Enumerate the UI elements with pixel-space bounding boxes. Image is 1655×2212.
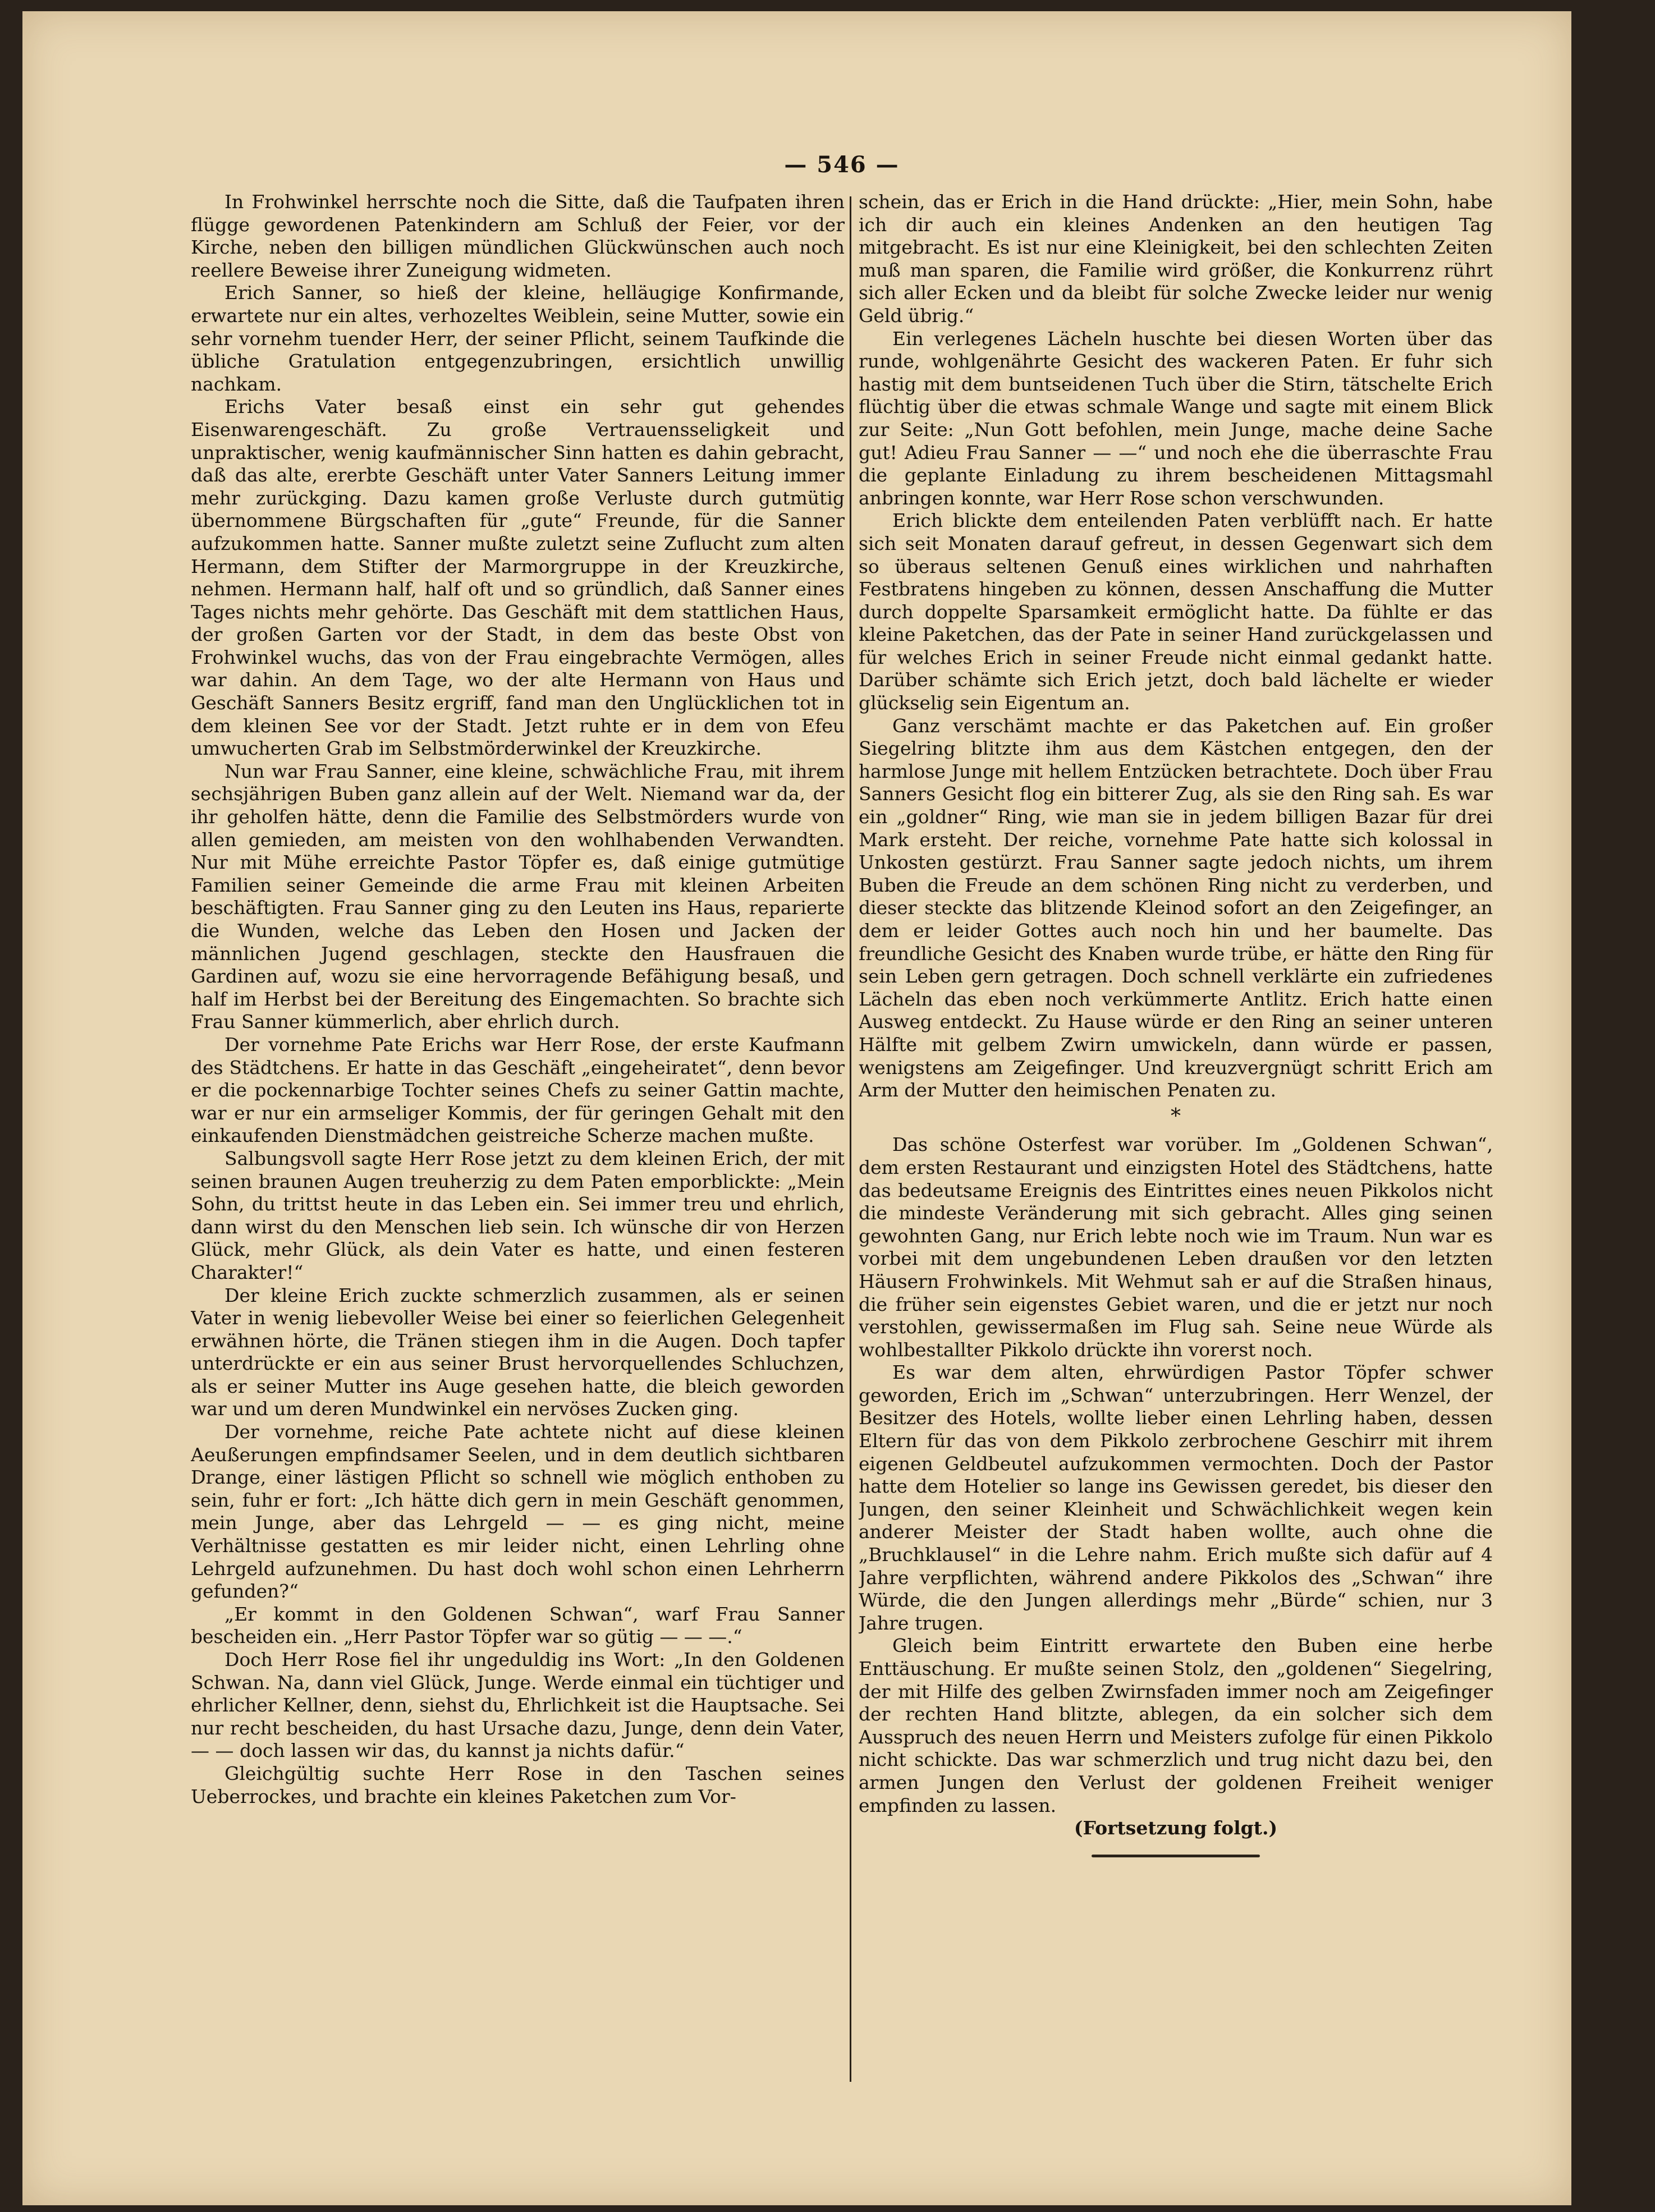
column-divider — [850, 196, 851, 2082]
paragraph: Erichs Vater besaß einst ein sehr gut gehendes Eisenwarengeschäft. Zu große Vertrauensseligkeit und unpraktischer, wenig kaufmännischer Sinn hatten es dahin gebracht, daß das alte, ererbte Geschäft unter Vater Sanners Leitung immer mehr zurückging. Dazu kamen große Verluste durch gutmütig übernommene Bürgschaften für „gute“ Freunde, für die Sanner aufzukommen hatte. Sanner mußte zuletzt seine Zuflucht zum alten Hermann, dem Stifter der Marmorgruppe in der Kreuzkirche, nehmen. Hermann half, half oft und so gründlich, daß Sanner eines Tages nichts mehr gehörte. Das Geschäft mit dem stattlichen Haus, der großen Garten vor der Stadt, in dem das beste Obst von Frohwinkel wuchs, das von der Frau eingebrachte Vermögen, alles war dahin. An dem Tage, wo der alte Hermann von Haus und Geschäft Sanners Besitz ergriff, fand man den Unglücklichen tot in dem kleinen See vor der Stadt. Jetzt ruhte er in dem von Efeu umwucherten Grab im Selbstmörderwinkel der Kreuzkirche. — [191, 396, 845, 760]
right-column — [859, 191, 1493, 2031]
paragraph: Der vornehme Pate Erichs war Herr Rose, der erste Kaufmann des Städtchens. Er hatte in das Geschäft „eingeheiratet“, denn bevor er die pockennarbige Tochter seines Chefs zu seiner Gattin machte, war er nur ein armseliger Kommis, der für geringen Gehalt mit den einkaufenden Dienstmädchen geistreiche Scherze machen mußte. — [191, 1033, 845, 1147]
paragraph: Erich blickte dem enteilenden Paten verblüfft nach. Er hatte sich seit Monaten darauf gefreut, in dessen Gegenwart sich dem so überaus seltenen Genuß eines wirklichen und nahrhaften Festbratens hingeben zu können, dessen Anschaffung die Mutter durch doppelte Sparsamkeit ermöglicht hatte. Da fühlte er das kleine Paketchen, das der Pate in seiner Hand zurückgelassen und für welches Erich in seiner Freude nicht einmal gedankt hatte. Darüber schämte sich Erich jetzt, doch bald lächelte er wieder glückselig sein Eigentum an. — [859, 510, 1493, 714]
paragraph: Es war dem alten, ehrwürdigen Pastor Töpfer schwer geworden, Erich im „Schwan“ unterzubringen. Herr Wenzel, der Besitzer des Hotels, wollte lieber einen Lehrling haben, dessen Eltern für das von dem Pikkolo zerbrochene Geschirr mit ihrem eigenen Geldbeutel aufzukommen vermochten. Doch der Pastor hatte dem Hotelier so lange ins Gewissen geredet, bis dieser den Jungen, den seiner Kleinheit und Schwächlichkeit wegen kein anderer Meister der Stadt haben wollte, auch ohne die „Bruchklausel“ in die Lehre nahm. Erich mußte sich dafür auf 4 Jahre verpflichten, während andere Pikkolos des „Schwan“ ihre Würde, die den Jungen allerdings mehr „Bürde“ schien, nur 3 Jahre trugen. — [859, 1361, 1493, 1634]
paragraph: Gleichgültig suchte Herr Rose in den Taschen seines Ueberrockes, und brachte ein kleines Paketchen zum Vor- — [191, 1762, 845, 1807]
paragraph: Ein verlegenes Lächeln huschte bei diesen Worten über das runde, wohlgenährte Gesicht des wackeren Paten. Er fuhr sich hastig mit dem buntseidenen Tuch über die Stirn, tätschelte Erich flüchtig über die etwas schmale Wange und sagte mit einem Blick zur Seite: „Nun Gott befohlen, mein Junge, mache deine Sache gut! Adieu Frau Sanner — —“ und noch ehe die überraschte Frau die geplante Einladung zu ihrem bescheidenen Mittagsmahl anbringen konnte, war Herr Rose schon verschwunden. — [859, 327, 1493, 509]
paragraph: Der kleine Erich zuckte schmerzlich zusammen, als er seinen Vater in wenig liebevoller Weise bei einer so feierlichen Gelegenheit erwähnen hörte, die Tränen stiegen ihm in die Augen. Doch tapfer unterdrückte er ein aus seiner Brust hervorquellendes Schluchzen, als er seiner Mutter ins Auge gesehen hatte, die bleich geworden war und um deren Mundwinkel ein nervöses Zucken ging. — [191, 1284, 845, 1420]
paragraph: Erich Sanner, so hieß der kleine, helläugige Konfirmande, erwartete nur ein altes, verhozeltes Weiblein, seine Mutter, sowie ein sehr vornehm tuender Herr, der seiner Pflicht, seinem Taufkinde die übliche Gratulation entgegenzubringen, ersichtlich unwillig nachkam. — [191, 282, 845, 395]
paragraph: Der vornehme, reiche Pate achtete nicht auf diese kleinen Aeußerungen empfindsamer Seelen, und in dem deutlich sichtbaren Drange, einer lästigen Pflicht so schnell wie möglich enthoben zu sein, fuhr er fort: „Ich hätte dich gern in mein Geschäft genommen, mein Junge, aber das Lehrgeld — — es ging nicht, meine Verhältnisse gestatten es mir leider nicht, einen Lehrling ohne Lehrgeld aufzunehmen. Du hast doch wohl schon einen Lehrherrn gefunden?“ — [191, 1421, 845, 1603]
paragraph: Nun war Frau Sanner, eine kleine, schwächliche Frau, mit ihrem sechsjährigen Buben ganz allein auf der Welt. Niemand war da, der ihr geholfen hätte, denn die Familie des Selbstmörders wurde von allen gemieden, am meisten von den wohlhabenden Verwandten. Nur mit Mühe erreichte Pastor Töpfer es, daß einige gutmütige Familien seiner Gemeinde die arme Frau mit kleinen Arbeiten beschäftigten. Frau Sanner ging zu den Leuten ins Haus, reparierte die Wunden, welche das Leben den Hosen und Jacken der männlichen Jugend geschlagen, steckte den Hausfrauen die Gardinen auf, wozu sie eine hervorragende Befähigung besaß, und half im Herbst bei der Bereitung des Eingemachten. So brachte sich Frau Sanner kümmerlich, aber ehrlich durch. — [191, 760, 845, 1033]
continued-paragraph: schein, das er Erich in die Hand drückte: „Hier, mein Sohn, habe ich dir auch ein kleines Andenken an den heutigen Tag mitgebracht. Es ist nur eine Kleinigkeit, bei den schlechten Zeiten muß man sparen, die Familie wird größer, die Konkurrenz rührt sich aller Ecken und da bleibt für solche Zwecke leider nur wenig Geld übrig.“ — [859, 191, 1493, 327]
left-column — [191, 191, 845, 2031]
paragraph: Gleich beim Eintritt erwartete den Buben eine herbe Enttäuschung. Er mußte seinen Stolz, den „goldenen“ Siegelring, der mit Hilfe des gelben Zwirnsfaden immer noch am Zeigefinger der rechten Hand blitzte, ablegen, da ein solcher sich dem Ausspruch des neuen Herrn und Meisters zufolge für einen Pikkolo nicht schickte. Das war schmerzlich und trug nicht dazu bei, den armen Jungen den Verlust der goldenen Freiheit weniger empfinden zu lassen. — [859, 1635, 1493, 1816]
continued-note: (Fortsetzung folgt.) — [1074, 1817, 1278, 1839]
paragraph: Salbungsvoll sagte Herr Rose jetzt zu dem kleinen Erich, der mit seinen braunen Augen treuherzig zu dem Paten emporblickte: „Mein Sohn, du trittst heute in das Leben ein. Sei immer treu und ehrlich, dann wirst du den Menschen lieb sein. Ich wünsche dir von Herzen Glück, mehr Glück, als dein Vater es hatte, und einen festeren Charakter!“ — [191, 1147, 845, 1283]
paragraph: Doch Herr Rose fiel ihr ungeduldig ins Wort: „In den Goldenen Schwan. Na, dann viel Glück, Junge. Werde einmal ein tüchtiger und ehrlicher Kellner, denn, siehst du, Ehrlichkeit ist die Hauptsache. Sei nur recht bescheiden, du hast Ursache dazu, Junge, denn dein Vater, — — doch lassen wir das, du kannst ja nichts dafür.“ — [191, 1649, 845, 1762]
paragraph: In Frohwinkel herrschte noch die Sitte, daß die Taufpaten ihren flügge gewordenen Patenkindern am Schluß der Feier, vor der Kirche, neben den billigen mündlichen Glückwünschen auch noch reellere Beweise ihrer Zuneigung widmeten. — [191, 191, 845, 281]
newspaper-page — [22, 11, 1571, 2205]
page-number: — 546 — — [784, 152, 900, 178]
end-rule — [1092, 1855, 1260, 1857]
section-separator: * — [1171, 1104, 1181, 1128]
paragraph: Ganz verschämt machte er das Paketchen auf. Ein großer Siegelring blitzte ihm aus dem Kästchen entgegen, den der harmlose Junge mit hellem Entzücken betrachtete. Doch über Frau Sanners Gesicht flog ein bitterer Zug, als sie den Ring sah. Es war ein „goldner“ Ring, wie man sie in jedem billigen Bazar für drei Mark ersteht. Der reiche, vornehme Pate hatte sich kolossal in Unkosten gestürzt. Frau Sanner sagte jedoch nichts, um ihrem Buben die Freude an dem schönen Ring nicht zu verderben, und dieser steckte das blitzende Kleinod sofort an den Zeigefinger, an dem er leider Gottes auch noch hin und her baumelte. Das freundliche Gesicht des Knaben wurde trübe, er hätte den Ring für sein Leben gern getragen. Doch schnell verklärte ein zufriedenes Lächeln das eben noch verkümmerte Antlitz. Erich hatte einen Ausweg entdeckt. Zu Hause würde er den Ring an seiner unteren Hälfte mit gelbem Zwirn umwickeln, dann würde er passen, wenigstens am Zeigefinger. Und kreuzvergnügt schritt Erich am Arm der Mutter den heimischen Penaten zu. — [859, 714, 1493, 1102]
paragraph: „Er kommt in den Goldenen Schwan“, warf Frau Sanner bescheiden ein. „Herr Pastor Töpfer war so gütig — — —.“ — [191, 1603, 845, 1648]
paragraph: Das schöne Osterfest war vorüber. Im „Goldenen Schwan“, dem ersten Restaurant und einzigsten Hotel des Städtchens, hatte das bedeutsame Ereignis des Eintrittes eines neuen Pikkolos nicht die mindeste Veränderung mit sich gebracht. Alles ging seinen gewohnten Gang, nur Erich lebte noch wie im Traum. Nun war es vorbei mit dem ungebundenen Leben draußen vor den letzten Häusern Frohwinkels. Mit Wehmut sah er auf die Straßen hinaus, die früher sein eigenstes Gebiet waren, und die er jetzt nur noch verstohlen, gewissermaßen im Flug sah. Seine neue Würde als wohlbestallter Pikkolo drückte ihn vorerst noch. — [859, 1133, 1493, 1361]
